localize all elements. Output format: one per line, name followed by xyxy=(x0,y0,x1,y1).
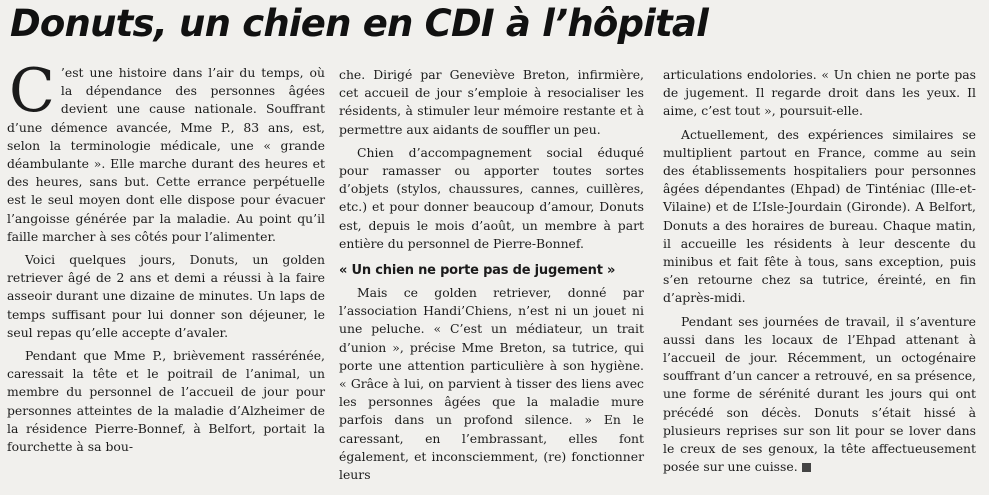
column-1 xyxy=(7,56,325,461)
paragraph-4: che. Dirigé par Geneviève Breton, infirmière, cet accueil de jour s’emploie à resocialiser les résidents, à stimuler leur mémoire restante et à permettre aux aidants de souffler un peu. xyxy=(339,67,644,137)
paragraph-9 xyxy=(663,313,976,477)
article-headline: Donuts, un chien en CDI à l’hôpital xyxy=(10,2,708,45)
end-of-article-mark xyxy=(802,463,811,472)
paragraph-1 xyxy=(7,56,325,246)
paragraph-8: Actuellement, des expériences similaires se multiplient partout en France, comme au sein des établissements hospitaliers pour personnes âgées dépendantes (Ehpad) de Tinténiac (Ille-et-Vilaine) et de L’Isle-Jourdain (Gironde). A Belfort, Donuts a des horaires de bureau. Chaque matin, il accueille les résidents à leur descente du minibus et fait fête à tous, sans exception, puis s’en retourne chez sa tutrice, éreinté, en fin d’après-midi. xyxy=(663,126,976,306)
margin-smudge xyxy=(800,8,985,22)
paragraph-9-text: Pendant ses journées de travail, il s’aventure aussi dans les locaux de l’Ehpad attenant à l’accueil de jour. Récemment, un octogénaire souffrant d’un cancer a retrouvé, en sa présence, une forme de sérénité durant les jours qui ont précédé son décès. Donuts s’était hissé à plusieurs reprises sur son lit pour se lover dans le creux de ses genoux, la tête affectueusement posée sur une cuisse. xyxy=(663,313,976,475)
paragraph-5: Chien d’accompagnement social éduqué pour ramasser ou apporter toutes sortes d’objets (stylos, chaussures, cannes, cuillères, etc.) et pour donner beaucoup d’amour, Donuts est, depuis le mois d’août, un membre à part entière du personnel de Pierre-Bonnef. xyxy=(339,144,644,251)
column-3 xyxy=(663,66,976,481)
column-2 xyxy=(339,66,644,489)
paragraph-1-text: ’est une histoire dans l’air du temps, où la dépendance des personnes âgées devient une cause nationale. Souffrant d’une démence avancée, Mme P., 83 ans, est, selon la terminologie médicale, une « grande déambulante ». Elle marche durant des heures et des heures, sans but. Cette errance perpétuelle est le seul moyen dont elle dispose pour évacuer l’angoisse générée par la maladie. Au point qu’il faille marcher à ses côtés pour l’alimenter. xyxy=(7,65,325,244)
dropcap-letter: C xyxy=(9,56,55,126)
article-subheading: « Un chien ne porte pas de jugement » xyxy=(339,263,616,279)
paragraph-6: Mais ce golden retriever, donné par l’association Handi’Chiens, n’est ni un jouet ni une peluche. « C’est un médiateur, un trait d’union », précise Mme Breton, sa tutrice, qui porte une attention particulière à son hygiène. « Grâce à lui, on parvient à tisser des liens avec les personnes âgées que la maladie mure parfois dans un profond silence. » En le caressant, en l’embrassant, elles font également, et inconsciemment, (re) fonctionner leurs xyxy=(339,285,644,483)
paragraph-7: articulations endolories. « Un chien ne porte pas de jugement. Il regarde droit dans les yeux. Il aime, c’est tout », poursuit-elle. xyxy=(663,67,976,119)
paragraph-3: Pendant que Mme P., brièvement rassérénée, caressait la tête et le poitrail de l’animal, un membre du personnel de l’accueil de jour pour personnes atteintes de la maladie d’Alzheimer de la résidence Pierre-Bonnef, à Belfort, portait la fourchette à sa bou- xyxy=(7,348,325,455)
paragraph-2: Voici quelques jours, Donuts, un golden retriever âgé de 2 ans et demi a réussi à la faire asseoir durant une dizaine de minutes. Un laps de temps suffisant pour lui donner son déjeuner, le seul repas qu’elle accepte d’avaler. xyxy=(7,252,325,340)
